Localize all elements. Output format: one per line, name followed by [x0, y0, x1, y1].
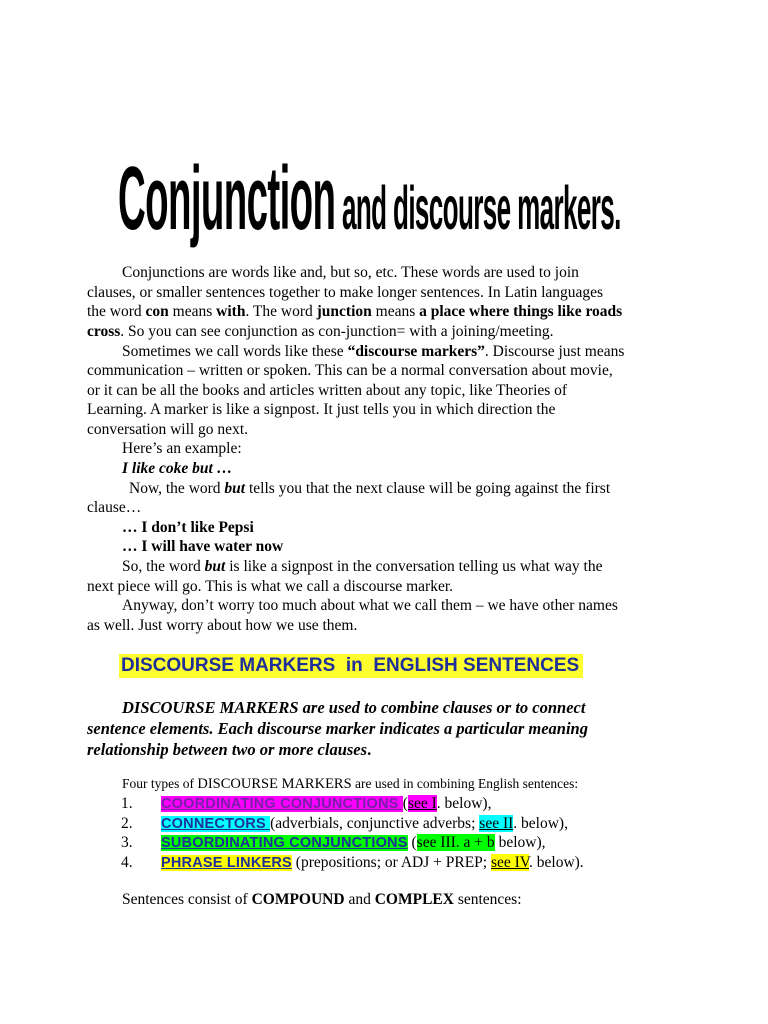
term-compound: COMPOUND	[251, 891, 345, 908]
see-reference: see III. a + b	[416, 834, 495, 851]
term-connectors: CONNECTORS	[161, 816, 271, 832]
title-part-1: Conjunction	[118, 149, 336, 250]
term-place: a place where things like roads	[419, 303, 623, 320]
para2-line-3: or it can be all the books and articles written about any topic, like Theories of	[87, 382, 568, 399]
now-line-2: clause…	[87, 499, 142, 516]
intro-line-1: Conjunctions are words like and, but so, etc. These words are used to join	[122, 264, 579, 281]
text: tells you that the next clause will be going against the first	[245, 480, 611, 497]
text: (	[402, 795, 408, 812]
text: Sometimes we call words like these	[122, 343, 348, 360]
text: Sentences consist of	[122, 891, 252, 908]
example-intro: Here’s an example:	[122, 440, 242, 457]
para2-line-5: conversation will go next.	[87, 421, 248, 438]
para2-line-2: communication – written or spoken. This can be a normal conversation about movie,	[87, 362, 613, 379]
term-phrase-linkers: PHRASE LINKERS	[161, 855, 292, 871]
sentences-line	[122, 890, 522, 910]
title-block	[118, 148, 708, 250]
text: So, the word	[122, 558, 205, 575]
text: and	[344, 891, 375, 908]
anyway-line-1: Anyway, don’t worry too much about what we call them – we have other names	[122, 597, 618, 614]
text: . So you can see conjunction as con-junction= with a joining/meeting.	[120, 323, 554, 340]
text: relationship between two or more clauses	[87, 740, 368, 759]
term-discourse-markers: DISCOURSE MARKERS	[197, 776, 352, 792]
dm-line-2: sentence elements. Each discourse marker indicates a particular meaning	[87, 719, 588, 738]
term-con: con	[145, 303, 169, 320]
text: the word	[87, 303, 146, 320]
text: (adverbials, conjunctive adverbs;	[270, 815, 480, 832]
so-line-2: next piece will go. This is what we call a discourse marker.	[87, 578, 454, 595]
list-number: 4.	[121, 854, 133, 871]
text: (	[407, 834, 417, 851]
text: . The word	[245, 303, 317, 320]
example-3: … I will have water now	[122, 538, 284, 555]
list-number: 3.	[121, 834, 133, 851]
anyway-line-2: as well. Just worry about how we use them.	[87, 617, 358, 634]
example-2: … I don’t like Pepsi	[122, 519, 254, 536]
see-reference: see IV	[490, 854, 530, 871]
now-line-1	[87, 479, 610, 499]
para2-line-1	[87, 342, 624, 362]
document-title	[118, 148, 621, 251]
list-item-2	[121, 814, 568, 834]
see-reference: see II	[479, 815, 514, 832]
text: means	[371, 303, 420, 320]
heading-in: in	[345, 655, 363, 676]
text: means	[168, 303, 217, 320]
list-item-1	[121, 794, 491, 814]
para2-line-4: Learning. A marker is like a signpost. It just tells you in which direction the	[87, 401, 556, 418]
list-item-3	[121, 833, 545, 853]
title-part-2: and discourse markers.	[335, 174, 621, 243]
term-but: but	[204, 558, 226, 575]
section-heading	[119, 654, 583, 678]
term-but: but	[224, 480, 246, 497]
text: . below),	[513, 815, 568, 832]
text: (prepositions; or ADJ + PREP;	[291, 854, 491, 871]
heading-part-2: ENGLISH SENTENCES	[373, 655, 580, 676]
term-with: with	[216, 303, 246, 320]
intro-line-2: clauses, or smaller sentences together to make longer sentences. In Latin languages	[87, 284, 604, 301]
text: . below),	[436, 795, 492, 812]
text: are used in combining English sentences:	[351, 776, 579, 791]
list-item-4	[121, 853, 584, 873]
text: sentences:	[453, 891, 522, 908]
term-subordinating-conjunctions: SUBORDINATING CONJUNCTIONS	[161, 835, 408, 851]
types-intro	[122, 775, 578, 793]
term-cross: cross	[87, 323, 121, 340]
text: below),	[494, 834, 546, 851]
term-junction: junction	[316, 303, 372, 320]
term-discourse-markers: “discourse markers”	[347, 343, 485, 360]
example-sentence: I like coke but …	[122, 460, 233, 477]
see-reference: see I	[407, 795, 437, 812]
text: Four types of	[122, 776, 198, 791]
term-complex: COMPLEX	[374, 891, 454, 908]
text: is like a signpost in the conversation telling us what way the	[225, 558, 603, 575]
intro-line-4	[87, 322, 553, 342]
list-number: 1.	[121, 795, 133, 812]
intro-line-3	[87, 302, 622, 322]
so-line-1	[87, 557, 602, 577]
term-coordinating-conjunctions: COORDINATING CONJUNCTIONS	[161, 796, 403, 812]
text: . below).	[529, 854, 584, 871]
heading-part-1: DISCOURSE MARKERS	[121, 655, 336, 676]
text: Now, the word	[129, 480, 225, 497]
dm-line-3: relationship between two or more clauses.	[87, 740, 372, 759]
text: . Discourse just means	[484, 343, 625, 360]
dm-line-1: DISCOURSE MARKERS are used to combine clauses or to connect	[122, 698, 586, 717]
list-number: 2.	[121, 815, 133, 832]
